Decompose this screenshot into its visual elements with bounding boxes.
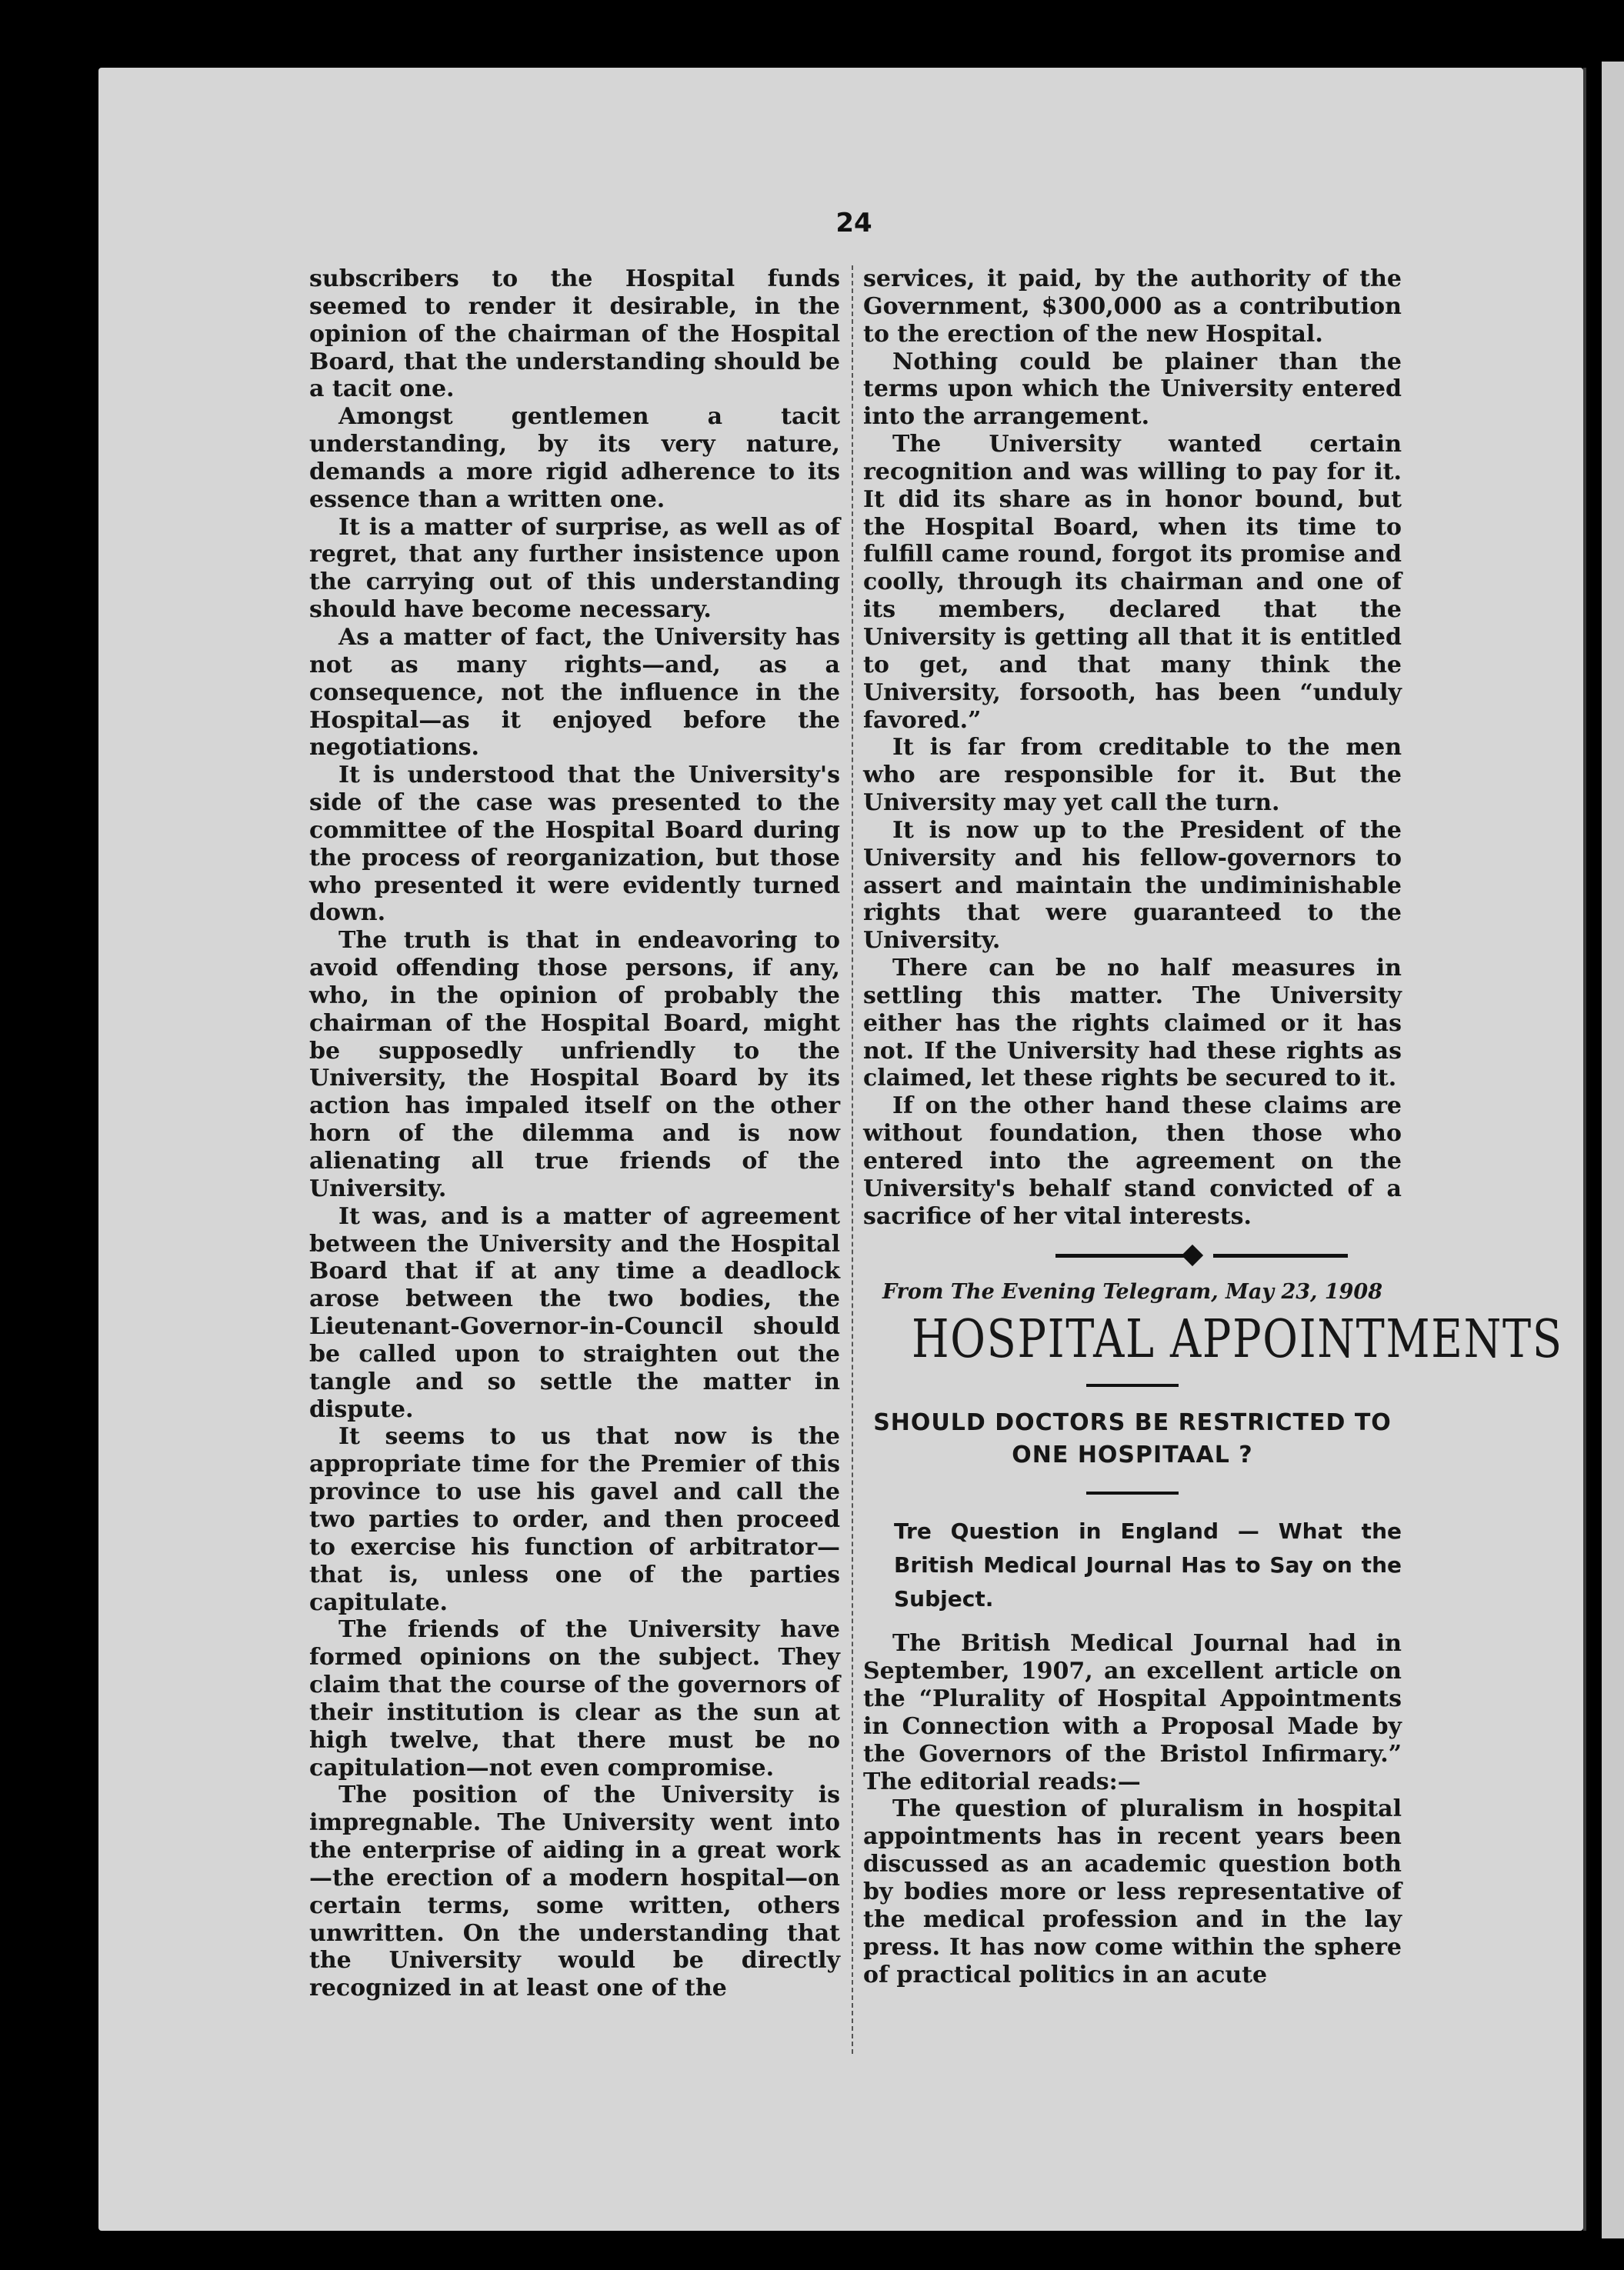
ornament-bar-left	[1055, 1254, 1190, 1258]
right-column-continuation	[863, 265, 1402, 1231]
paragraph: It was, and is a matter of agreement between the University and the Hospital Board that if at any time a deadlock arose between the two bodies, the Lieutenant-Governor-in-Council should be called upon to straighten out the tangle and so settle the matter in dispute.	[309, 1202, 840, 1423]
paragraph: Nothing could be plainer than the terms upon which the University entered into the arrangement.	[863, 348, 1402, 431]
paragraph: It seems to us that now is the appropriate time for the Premier of this province to use his gavel and call the two parties to order, and then proceed to exercise his function of arbitrator—that is, unless one of the parties capitulate.	[309, 1423, 840, 1616]
paragraph: It is now up to the President of the University and his fellow-governors to assert and maintain the undiminishable rights that were guaranteed to the University.	[863, 816, 1402, 955]
paragraph: There can be no half measures in settling this matter. The University either has the rights claimed or it has not. If the University had these rights as claimed, let these rights be secured to it.	[863, 955, 1402, 1092]
paragraph: services, it paid, by the authority of the Government, $300,000 as a contribution to the erection of the new Hospital.	[863, 265, 1402, 348]
paragraph: The British Medical Journal had in September, 1907, an excellent article on the “Plurality of Hospital Appointments in Connection with a Proposal Made by the Governors of the Bristol Infirmary.” The editorial reads:—	[863, 1630, 1402, 1795]
article-source-line: From The Evening Telegram, May 23, 1908	[882, 1279, 1382, 1304]
page-number: 24	[835, 208, 872, 238]
paragraph: subscribers to the Hospital funds seemed to render it desirable, in the opinion of the chairman of the Hospital Board, that the understanding should be a tacit one.	[309, 265, 840, 403]
paragraph: It is a matter of surprise, as well as of regret, that any further insistence upon the carrying out of this understanding should have become necessary.	[309, 513, 840, 624]
article-subhead-2: Tre Question in England — What the British Medical Journal Has to Say on the Subject.	[894, 1518, 1402, 1612]
right-column	[863, 265, 1563, 1988]
subhead-rule	[1086, 1492, 1179, 1495]
article-subhead-1: SHOULD DOCTORS BE RESTRICTED TO ONE HOSPITAAL ?	[873, 1409, 1392, 1469]
paragraph: The question of pluralism in hospital appointments has in recent years been discussed as an academic question both by bodies more or less representative of the medical profession and in the lay press. It has now come within the sphere of practical politics in an acute	[863, 1795, 1402, 1988]
ornament-bar-right	[1213, 1254, 1348, 1258]
paragraph: The friends of the University have formed opinions on the subject. They claim that the course of the governors of their institution is clear as the sun at high twelve, that there must be no capitulation—not even compromise.	[309, 1616, 840, 1782]
paragraph: The University wanted certain recognition and was willing to pay for it. It did its share as in honor bound, but the Hospital Board, when its time to fulfill came round, forgot its promise and coolly, through its chairman and one of its members, declared that the University is getting all that it is entitled to get, and that many think the University, forsooth, has been “unduly favored.”	[863, 431, 1402, 734]
left-column	[309, 265, 840, 2002]
article-body	[863, 1630, 1402, 1988]
paragraph: It is understood that the University's side of the case was presented to the committee of the Hospital Board during the process of reorganization, but those who presented it were evidently turned down.	[309, 762, 840, 927]
paragraph: Amongst gentlemen a tacit understanding, by its very nature, demands a more rigid adherence to its essence than a written one.	[309, 403, 840, 513]
paragraph: The position of the University is impregnable. The University went into the enterprise of aiding in a great work—the erection of a modern hospital—on certain terms, some written, others unwritten. On the understanding that the University would be directly recognized in at least one of the	[309, 1782, 840, 2002]
adjacent-page-edge	[1602, 62, 1624, 2238]
column-divider	[852, 265, 853, 2054]
ornament-diamond-icon	[1182, 1244, 1203, 1265]
paragraph: If on the other hand these claims are without foundation, then those who entered into the agreement on the University's behalf stand convicted of a sacrifice of her vital interests.	[863, 1092, 1402, 1230]
article-headline: HOSPITAL APPOINTMENTS	[912, 1309, 1563, 1371]
section-ornament	[863, 1245, 1402, 1266]
paragraph: As a matter of fact, the University has not as many rights—and, as a consequence, not the influence in the Hospital—as it enjoyed before the negotiations.	[309, 623, 840, 762]
paragraph: The truth is that in endeavoring to avoid offending those persons, if any, who, in the opinion of probably the chairman of the Hospital Board, might be supposedly unfriendly to the University, the Hospital Board by its action has impaled itself on the other horn of the dilemma and is now alienating all true friends of the University.	[309, 927, 840, 1202]
paragraph: It is far from creditable to the men who are responsible for it. But the University may yet call the turn.	[863, 734, 1402, 817]
page-edge-shadow	[1583, 68, 1586, 2231]
headline-rule	[1086, 1384, 1179, 1387]
